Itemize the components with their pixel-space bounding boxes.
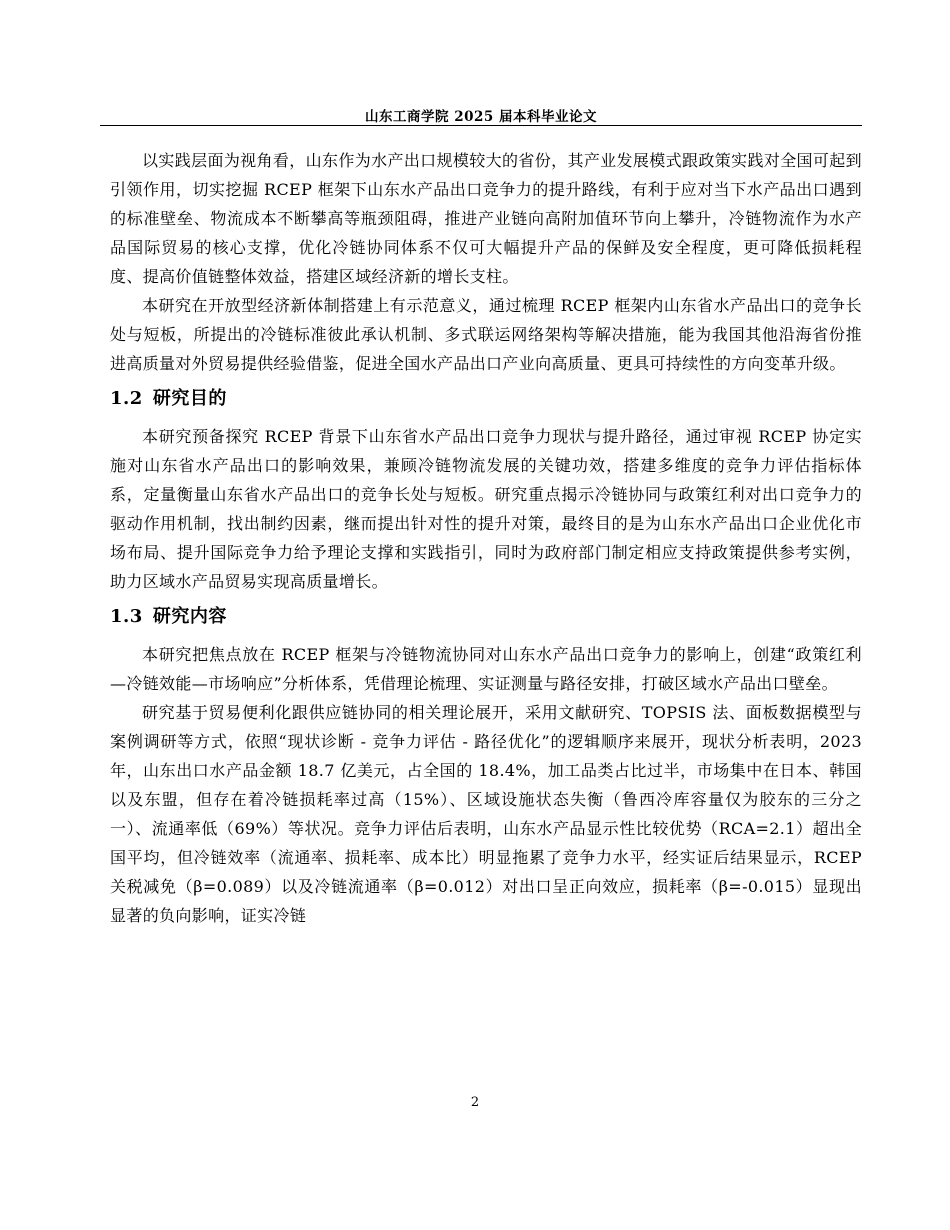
page-body <box>110 146 862 930</box>
paragraph-practical-significance: 以实践层面为视角看，山东作为水产出口规模较大的省份，其产业发展模式跟政策实践对全国可起到引领作用，切实挖掘 RCEP 框架下山东水产品出口竞争力的提升路线，有利于应对当下水产品出口遇到的标准壁垒、物流成本不断攀高等瓶颈阻碍，推进产业链向高附加值环节向上攀升，冷链物流作为水产品国际贸易的核心支撑，优化冷链协同体系不仅可大幅提升产品的保鲜及安全程度，更可降低损耗程度、提高价值链整体效益，搭建区域经济新的增长支柱。 <box>110 151 862 286</box>
section-heading-1-3 <box>110 601 862 633</box>
section-number: 1.3 <box>110 606 143 627</box>
section-title: 研究内容 <box>152 606 227 627</box>
paragraph-research-focus: 本研究把焦点放在 RCEP 框架与冷链物流协同对山东水产品出口竞争力的影响上，创建“政策红利—冷链效能—市场响应”分析体系，凭借理论梳理、实证测量与路径安排，打破区域水产品出口壁垒。 <box>110 645 862 693</box>
running-header: 山东工商学院 2025 届本科毕业论文 <box>365 109 597 125</box>
header-rule <box>100 125 862 126</box>
section-title: 研究目的 <box>152 388 227 409</box>
page-number: 2 <box>470 1095 480 1110</box>
section-number: 1.2 <box>110 388 143 409</box>
paragraph-demonstration-significance: 本研究在开放型经济新体制搭建上有示范意义，通过梳理 RCEP 框架内山东省水产品出口的竞争长处与短板，所提出的冷链标准彼此承认机制、多式联运网络架构等解决措施，能为我国其他沿海省份推进高质量对外贸易提供经验借鉴，促进全国水产品出口产业向高质量、更具可持续性的方向变革升级。 <box>110 296 862 373</box>
paragraph-research-purpose: 本研究预备探究 RCEP 背景下山东省水产品出口竞争力现状与提升路径，通过审视 RCEP 协定实施对山东省水产品出口的影响效果，兼顾冷链物流发展的关键功效，搭建多维度的竞争力评估指标体系，定量衡量山东省水产品出口的竞争长处与短板。研究重点揭示冷链协同与政策红利对出口竞争力的驱动作用机制，找出制约因素，继而提出针对性的提升对策，最终目的是为山东水产品出口企业优化市场布局、提升国际竞争力给予理论支撑和实践指引，同时为政府部门制定相应支持政策提供参考实例，助力区域水产品贸易实现高质量增长。 <box>110 427 862 591</box>
section-heading-1-2 <box>110 383 862 415</box>
paragraph-research-method: 研究基于贸易便利化跟供应链协同的相关理论展开，采用文献研究、TOPSIS 法、面板数据模型与案例调研等方式，依照“现状诊断 - 竞争力评估 - 路径优化”的逻辑顺序来展开，现状分析表明，2023 年，山东出口水产品金额 18.7 亿美元，占全国的 18.4%，加工品类占比过半，市场集中在日本、韩国以及东盟，但存在着冷链损耗率过高（15%）、区域设施状态失衡（鲁西冷库容量仅为胶东的三分之一）、流通率低（69%）等状况。竞争力评估后表明，山东水产品显示性比较优势（RCA=2.1）超出全国平均，但冷链效率（流通率、损耗率、成本比）明显拖累了竞争力水平，经实证后结果显示，RCEP 关税减免（β=0.089）以及冷链流通率（β=0.012）对出口呈正向效应，损耗率（β=-0.015）显现出显著的负向影响，证实冷链 <box>110 703 862 925</box>
